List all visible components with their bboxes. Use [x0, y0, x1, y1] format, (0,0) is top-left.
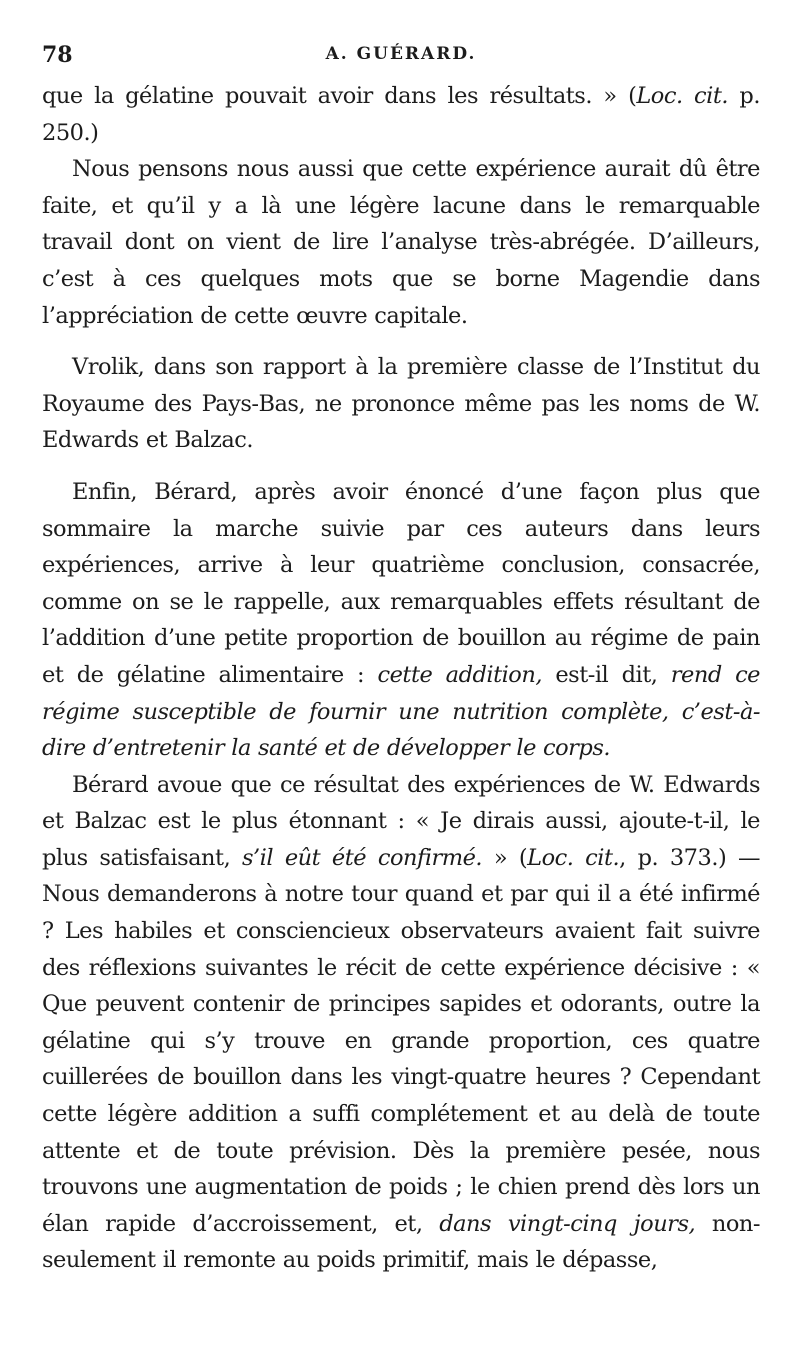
text-run: Vrolik, dans son rapport à la première classe de l’Institut du Royaume des Pays-Bas, ne prononce même pas les noms de W. Edwards et Balzac.	[42, 354, 760, 454]
text-run: p. 250.)	[42, 83, 760, 146]
paragraph-berard-avoue	[42, 767, 760, 1279]
page-number: 78	[42, 42, 73, 68]
text-run: non-seulement il remonte au poids primitif, mais le dépasse,	[42, 1210, 761, 1274]
italic-text: rend ce régime susceptible de fournir une nutrition complète, c’est-à-dire d’entretenir la santé et de développer le corps.	[42, 661, 761, 762]
text-run: Enfin, Bérard, après avoir énoncé d’une façon plus que sommaire la marche suivie par ces auteurs dans leurs expériences, arrive à leur quatrième conclusion, consacrée, comme on se le rappelle, aux remarquables effets résultant de l’addition d’une petite proportion de bouillon au régime de pain et de gélatine alimentaire :	[42, 478, 760, 688]
text-run: est-il dit,	[542, 661, 671, 688]
paragraph-enfin-berard	[42, 474, 760, 767]
italic-text: Loc. cit.	[527, 844, 620, 871]
italic-text: dans vingt-cinq jours,	[439, 1210, 696, 1237]
paragraph-vrolik	[42, 349, 760, 459]
running-head: A. GUÉRARD.	[325, 44, 477, 64]
body-text	[42, 78, 760, 1279]
paragraph-nous-pensons	[42, 151, 760, 334]
italic-text: s’il eût été confirmé.	[241, 844, 483, 871]
text-run: Nous pensons nous aussi que cette expérience aurait dû être faite, et qu’il y a là une légère lacune dans le remarquable travail dont on vient de lire l’analyse très-abrégée. D’ailleurs, c’est à ces quelques mots que se borne Magendie dans l’appréciation de cette œuvre capitale.	[42, 156, 760, 329]
text-run: que la gélatine pouvait avoir dans les résultats. » (	[42, 83, 637, 109]
italic-text: cette addition,	[377, 661, 542, 688]
page-header	[42, 42, 760, 72]
italic-text: Loc. cit.	[636, 83, 729, 109]
text-run: , p. 373.) — Nous demanderons à notre tour quand et par qui il a été infirmé ? Les habiles et consciencieux observateurs avaient fait suivre des réflexions suivantes le récit de cette expérience décisive : « Que peuvent contenir de principes sapides et odorants, outre la gélatine qui s’y trouve en grande proportion, ces quatre cuillerées de bouillon dans les vingt-quatre heures ? Cependant cette légère addition a suffi complétement et au delà de toute attente et de toute prévision. Dès la première pesée, nous trouvons une augmentation de poids ; le chien prend dès lors un élan rapide d’accroissement, et,	[42, 844, 761, 1237]
text-run: Bérard avoue que ce résultat des expériences de W. Edwards et Balzac est le plus étonnant : « Je dirais aussi, ajoute-t-il, le plus satisfaisant,	[42, 771, 760, 871]
paragraph-continuation	[42, 78, 760, 151]
text-run: » (	[482, 844, 528, 871]
